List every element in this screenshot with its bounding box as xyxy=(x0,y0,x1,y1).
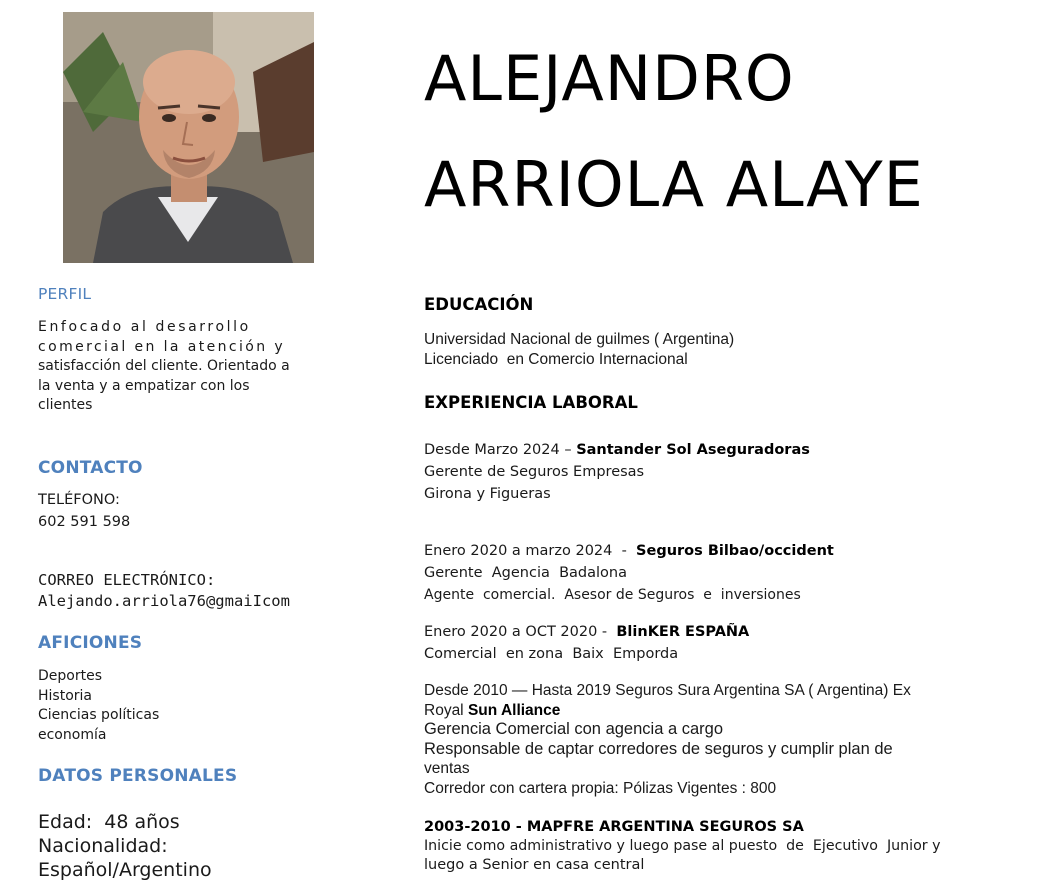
job-title-line xyxy=(424,621,749,643)
datos-line: Nacionalidad: xyxy=(38,835,168,857)
job-period: Enero 2020 a marzo 2024 - xyxy=(424,543,637,559)
job-line: Agente comercial. Asesor de Seguros e inversiones xyxy=(424,587,801,603)
job-title-line xyxy=(424,540,834,562)
job-company: Seguros Bilbao/occident xyxy=(636,543,834,559)
education-line: Licenciado en Comercio Internacional xyxy=(424,351,688,368)
job-period: Royal xyxy=(424,701,468,719)
datos-line: Edad: 48 años xyxy=(38,811,180,833)
job-period: Enero 2020 a OCT 2020 - xyxy=(424,624,617,640)
phone-number[interactable]: 602 591 598 xyxy=(38,514,131,530)
job-entry xyxy=(424,818,941,875)
job-company: BlinKER ESPAÑA xyxy=(616,624,750,640)
job-title-line-2 xyxy=(424,701,911,721)
job-period: Desde Marzo 2024 – xyxy=(424,442,577,458)
portrait-illustration xyxy=(63,12,314,263)
aficion-item: Historia xyxy=(38,687,92,704)
profile-photo xyxy=(63,12,314,263)
perfil-text xyxy=(38,318,290,416)
job-company: Sun Alliance xyxy=(467,701,561,719)
job-entry xyxy=(424,621,749,665)
name-first: ALEJANDRO xyxy=(424,42,795,115)
job-line: luego a Senior en casa central xyxy=(424,857,645,873)
datos-line: Español/Argentino xyxy=(38,859,212,881)
job-entry xyxy=(424,540,834,606)
job-title-line: 2003-2010 - MAPFRE ARGENTINA SEGUROS SA xyxy=(424,819,804,835)
perfil-line: Enfocado al desarrollo xyxy=(38,319,251,335)
job-line: Responsable de captar corredores de seguros y cumplir plan de xyxy=(424,739,893,758)
datos-heading: DATOS PERSONALES xyxy=(38,766,238,786)
job-line: Comercial en zona Baix Emporda xyxy=(424,646,679,662)
perfil-line: clientes xyxy=(38,397,93,413)
aficiones-heading: AFICIONES xyxy=(38,633,143,653)
aficion-item: Deportes xyxy=(38,668,102,684)
datos-block xyxy=(38,810,212,882)
job-title-line: Desde 2010 — Hasta 2019 Seguros Sura Argentina SA ( Argentina) Ex xyxy=(424,682,911,699)
perfil-heading: PERFIL xyxy=(38,285,92,303)
education-block xyxy=(424,330,734,370)
education-line: Universidad Nacional de guilmes ( Argentina) xyxy=(424,331,735,348)
job-line: Corredor con cartera propia: Pólizas Vigentes : 800 xyxy=(424,779,777,797)
job-line: Inicie como administrativo y luego pase al puesto de Ejecutivo Junior y xyxy=(424,838,941,854)
job-line: Gerencia Comercial con agencia a cargo xyxy=(424,720,723,739)
education-heading: EDUCACIÓN xyxy=(424,295,534,314)
email-block xyxy=(38,570,290,612)
contacto-heading: CONTACTO xyxy=(38,458,143,478)
aficiones-list xyxy=(38,667,159,745)
aficion-item: economía xyxy=(38,726,107,743)
name-last: ARRIOLA ALAYE xyxy=(424,148,924,221)
job-line: Girona y Figueras xyxy=(424,486,551,502)
job-line: Gerente Agencia Badalona xyxy=(424,565,627,581)
perfil-line: satisfacción del cliente. Orientado a xyxy=(38,358,290,374)
job-entry xyxy=(424,439,810,505)
aficion-item: Ciencias políticas xyxy=(38,707,160,723)
email-label: CORREO ELECTRÓNICO: xyxy=(38,571,216,589)
job-entry xyxy=(424,681,911,799)
email-address[interactable]: Alejando.arriola76@gmaiIcom xyxy=(38,592,290,610)
job-line: ventas xyxy=(424,760,470,778)
perfil-line: la venta y a empatizar con los xyxy=(38,377,250,394)
perfil-line: comercial en la atención y xyxy=(38,338,286,355)
experience-heading: EXPERIENCIA LABORAL xyxy=(424,393,638,412)
job-company: Santander Sol Aseguradoras xyxy=(576,442,810,458)
phone-block xyxy=(38,489,130,533)
job-line: Gerente de Seguros Empresas xyxy=(424,464,645,480)
job-title-line xyxy=(424,439,810,461)
phone-label: TELÉFONO: xyxy=(38,492,120,508)
